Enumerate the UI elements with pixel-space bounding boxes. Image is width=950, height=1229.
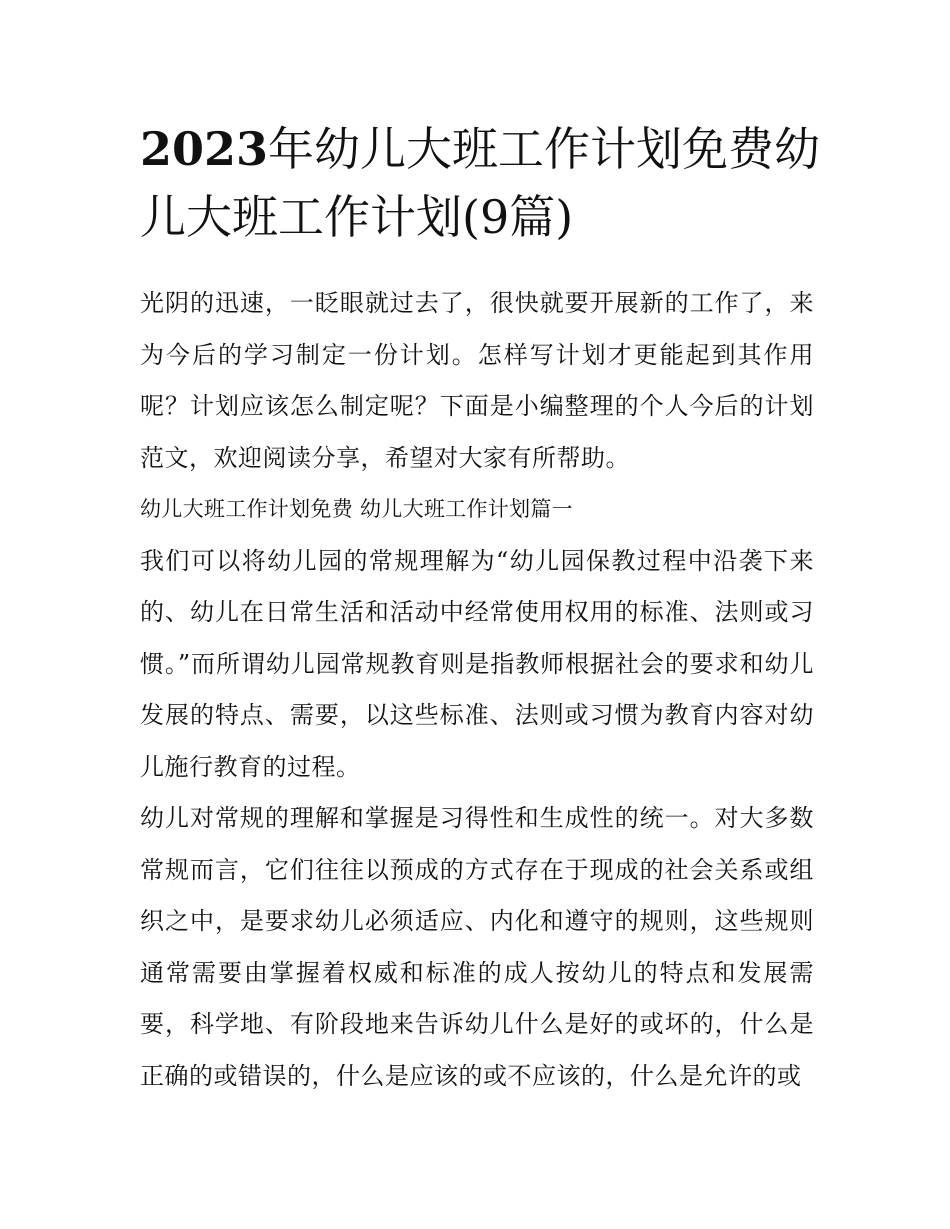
section-heading: 幼儿大班工作计划免费 幼儿大班工作计划篇一 bbox=[140, 497, 573, 521]
title-text: 年幼儿大班工作计划免费幼儿大班工作计划(9篇) bbox=[140, 122, 821, 244]
document-body bbox=[140, 278, 814, 1102]
intro-paragraph: 光阴的迅速，一眨眼就过去了，很快就要开展新的工作了，来为今后的学习制定一份计划。怎样写计划才更能起到其作用呢？计划应该怎么制定呢？下面是小编整理的个人今后的计划范文，欢迎阅读分享，希望对大家有所帮助。 bbox=[140, 289, 814, 472]
title-year: 2023 bbox=[140, 122, 269, 176]
document-title bbox=[140, 115, 830, 251]
body-paragraph-1: 我们可以将幼儿园的常规理解为“幼儿园保教过程中沿袭下来的、幼儿在日常生活和活动中经常使用权用的标准、法则或习惯。”而所谓幼儿园常规教育则是指教师根据社会的要求和幼儿发展的特点、需要，以这些标准、法则或习惯为教育内容对幼儿施行教育的过程。 bbox=[140, 546, 814, 781]
body-paragraph-2: 幼儿对常规的理解和掌握是习得性和生成性的统一。对大多数常规而言，它们往往以预成的方式存在于现成的社会关系或组织之中，是要求幼儿必须适应、内化和遵守的规则，这些规则通常需要由掌握着权威和标准的成人按幼儿的特点和发展需要，科学地、有阶段地来告诉幼儿什么是好的或坏的，什么是正确的或错误的，什么是应该的或不应该的，什么是允许的或 bbox=[140, 804, 814, 1090]
